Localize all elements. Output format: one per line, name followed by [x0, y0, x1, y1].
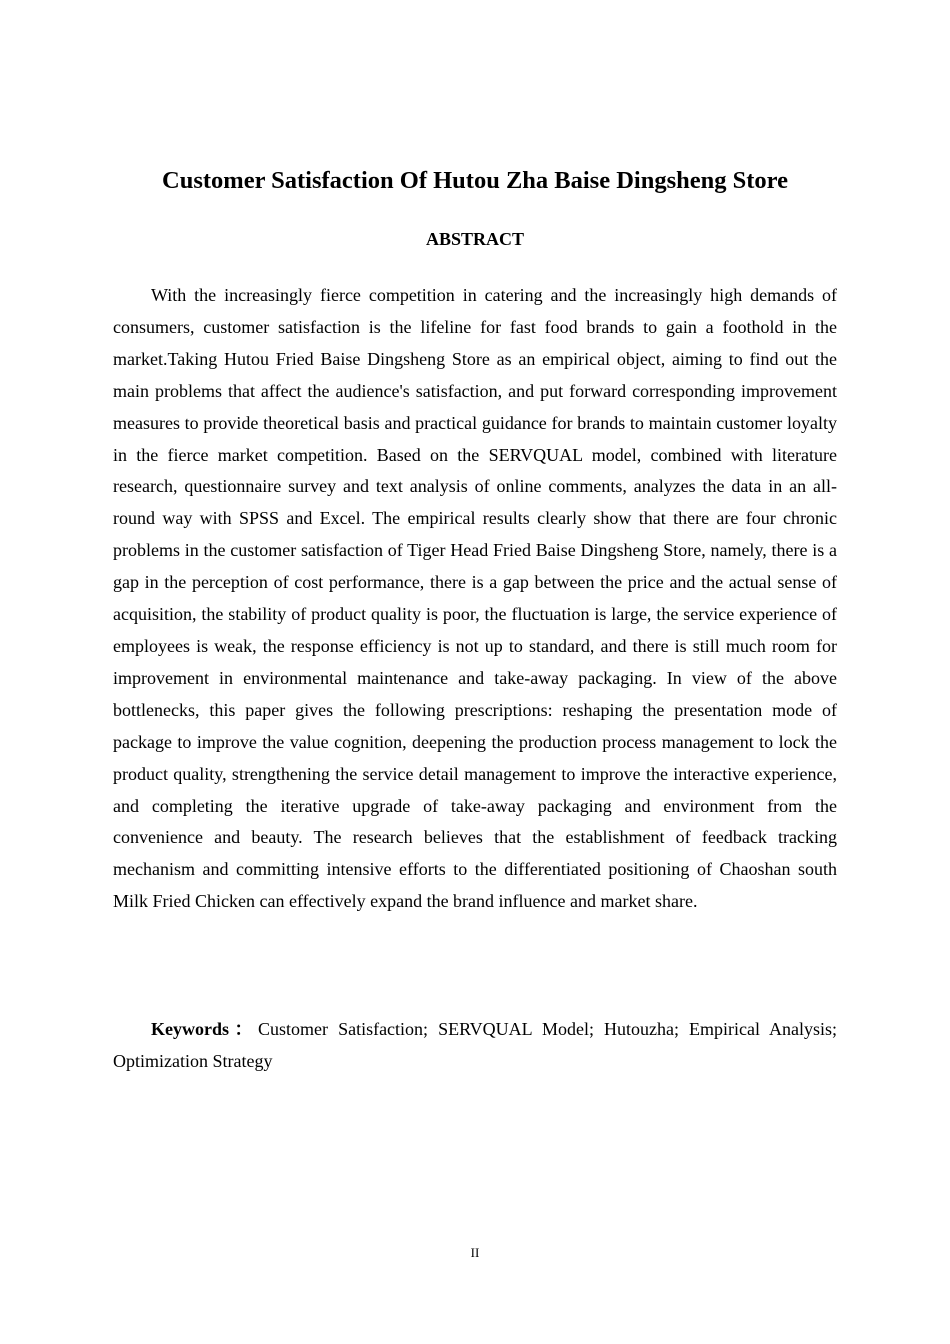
keywords-paragraph: [113, 1014, 837, 1078]
keywords-text: Customer Satisfaction; SERVQUAL Model; Hutouzha; Empirical Analysis; Optimization Strategy: [113, 1019, 838, 1071]
page-title: Customer Satisfaction Of Hutou Zha Baise Dingsheng Store: [162, 167, 788, 194]
keywords-label: Keywords：: [151, 1019, 259, 1039]
abstract-heading: ABSTRACT: [425, 229, 525, 249]
abstract-body: With the increasingly fierce competition in catering and the increasingly high demands of consumers, customer satisfaction is the lifeline for fast food brands to gain a foothold in the market.Taking Hutou Fried Baise Dingsheng Store as an empirical object, aiming to find out the main problems that affect the audience's satisfaction, and put forward corresponding improvement measures to provide theoretical basis and practical guidance for brands to maintain customer loyalty in the fierce market competition. Based on the SERVQUAL model, combined with literature research, questionnaire survey and text analysis of online comments, analyzes the data in an all-round way with SPSS and Excel. The empirical results clearly show that there are four chronic problems in the customer satisfaction of Tiger Head Fried Baise Dingsheng Store, namely, there is a gap in the perception of cost performance, there is a gap between the price and the actual sense of acquisition, the stability of product quality is poor, the fluctuation is large, the service experience of employees is weak, the response efficiency is not up to standard, and there is still much room for improvement in environmental maintenance and take-away packaging. In view of the above bottlenecks, this paper gives the following prescriptions: reshaping the presentation mode of package to improve the value cognition, deepening the production process management to lock the product quality, strengthening the service detail management to improve the interactive experience, and completing the iterative upgrade of take-away packaging and environment from the convenience and beauty. The research believes that the establishment of feedback tracking mechanism and committing intensive efforts to the differentiated positioning of Chaoshan south Milk Fried Chicken can effectively expand the brand influence and market share.: [113, 285, 837, 912]
page-number: II: [470, 1245, 480, 1260]
